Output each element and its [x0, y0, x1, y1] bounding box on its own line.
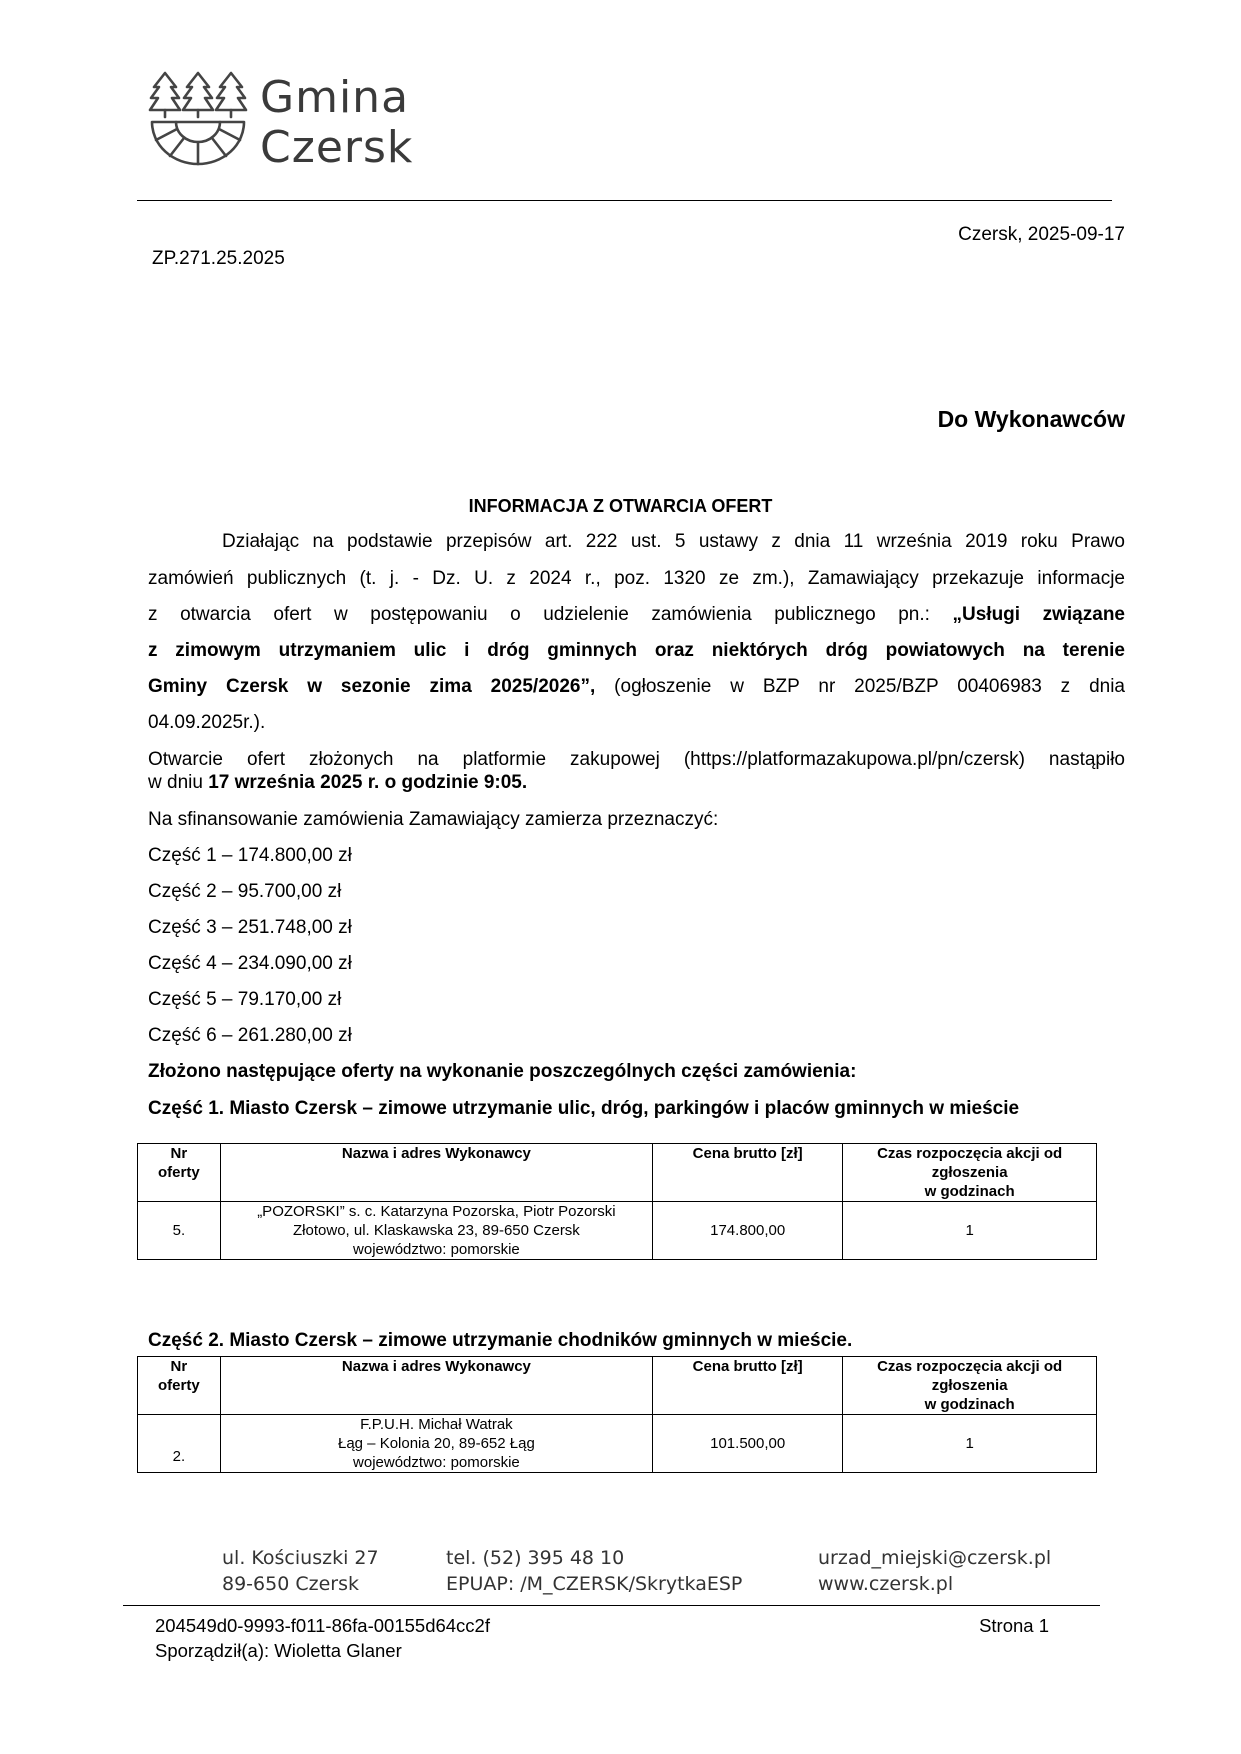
- budget-part-3: Część 3 – 251.748,00 zł: [148, 917, 352, 938]
- logo-line-czersk: Czersk: [260, 122, 414, 173]
- budget-part-5: Część 5 – 79.170,00 zł: [148, 989, 342, 1010]
- footer-email[interactable]: urzad_miejski@czersk.pl: [818, 1547, 1052, 1569]
- footer-contact: [818, 1545, 1051, 1597]
- col-name: Nazwa i adres Wykonawcy: [220, 1357, 652, 1415]
- footer-address-line-1: ul. Kościuszki 27: [222, 1547, 379, 1569]
- budget-part-2: Część 2 – 95.700,00 zł: [148, 881, 342, 902]
- part2-heading: Część 2. Miasto Czersk – zimowe utrzymanie chodników gminnych w mieście.: [148, 1330, 853, 1351]
- logo-line-gmina: Gmina: [260, 72, 410, 123]
- intro-line-3-plain: z otwarcia ofert w postępowaniu o udzielenie zamówienia publicznego pn.:: [148, 604, 930, 625]
- document-id: 204549d0-9993-f011-86fa-00155d64cc2f: [155, 1615, 490, 1636]
- offer-contractor: F.P.U.H. Michał Watrak Łąg – Kolonia 20, 89-652 Łąg województwo: pomorskie: [220, 1415, 652, 1473]
- intro-line-6: 04.09.2025r.).: [148, 712, 266, 733]
- col-name: Nazwa i adres Wykonawcy: [220, 1144, 652, 1202]
- part2-offers-table: [137, 1356, 1097, 1473]
- offer-price: 174.800,00: [653, 1202, 843, 1260]
- reference-number: ZP.271.25.2025: [152, 248, 285, 269]
- part1-heading: Część 1. Miasto Czersk – zimowe utrzymanie ulic, dróg, parkingów i placów gminnych w mieście: [148, 1098, 1020, 1119]
- intro-line-3: [148, 605, 1125, 624]
- footer-address-line-2: 89-650 Czersk: [222, 1573, 359, 1595]
- footer-website[interactable]: www.czersk.pl: [818, 1573, 954, 1595]
- intro-line-1: Działając na podstawie przepisów art. 222 ust. 5 ustawy z dnia 11 września 2019 roku Prawo: [222, 531, 1125, 552]
- offer-time: 1: [843, 1415, 1097, 1473]
- col-price: Cena brutto [zł]: [653, 1357, 843, 1415]
- intro-line-5-bold: Gminy Czersk w sezonie zima 2025/2026”,: [148, 676, 596, 697]
- col-time: Czas rozpoczęcia akcji od zgłoszenia w godzinach: [843, 1357, 1097, 1415]
- gmina-czersk-logo: [148, 70, 418, 173]
- place-and-date: Czersk, 2025-09-17: [958, 224, 1125, 245]
- table-header-row: [138, 1144, 1097, 1202]
- offer-nr: 2.: [138, 1415, 221, 1473]
- opening-line-1: Otwarcie ofert złożonych na platformie zakupowej (https://platformazakupowa.pl/pn/czersk) nastąpiło: [148, 749, 1125, 770]
- opening-line-2-bold: 17 września 2025 r. o godzinie 9:05.: [208, 772, 528, 793]
- table-header-row: [138, 1357, 1097, 1415]
- document-title: INFORMACJA Z OTWARCIA OFERT: [468, 496, 773, 516]
- opening-line-2: [148, 773, 527, 792]
- intro-line-3-bold: „Usługi związane: [952, 604, 1125, 625]
- page-number: Strona 1: [979, 1615, 1049, 1636]
- intro-line-4: z zimowym utrzymaniem ulic i dróg gminnych oraz niektórych dróg powiatowych na terenie: [148, 640, 1125, 661]
- footer-epuap: EPUAP: /M_CZERSK/SkrytkaESP: [446, 1573, 743, 1595]
- opening-line-2-plain: w dniu: [148, 772, 203, 793]
- tree-wheel-emblem-icon: [148, 70, 248, 170]
- footer-divider: [123, 1605, 1100, 1606]
- offer-time: 1: [843, 1202, 1097, 1260]
- offer-contractor: „POZORSKI” s. c. Katarzyna Pozorska, Piotr Pozorski Złotowo, ul. Klaskawska 23, 89-650 Czersk województwo: pomorskie: [220, 1202, 652, 1260]
- footer-phone-epuap: [446, 1545, 742, 1597]
- budget-part-4: Część 4 – 234.090,00 zł: [148, 953, 352, 974]
- col-time: Czas rozpoczęcia akcji od zgłoszenia w godzinach: [843, 1144, 1097, 1202]
- offers-heading: Złożono następujące oferty na wykonanie poszczególnych części zamówienia:: [148, 1061, 857, 1082]
- intro-line-5-plain: (ogłoszenie w BZP nr 2025/BZP 00406983 z dnia: [614, 676, 1125, 697]
- offer-nr: 5.: [138, 1202, 221, 1260]
- intro-line-5: [148, 677, 1125, 696]
- footer-address: [222, 1545, 379, 1597]
- table-row: [138, 1202, 1097, 1260]
- header-divider: [137, 200, 1112, 201]
- budget-intro: Na sfinansowanie zamówienia Zamawiający zamierza przeznaczyć:: [148, 809, 719, 830]
- budget-part-6: Część 6 – 261.280,00 zł: [148, 1025, 352, 1046]
- prepared-by: Sporządził(a): Wioletta Glaner: [155, 1640, 402, 1661]
- recipient: Do Wykonawców: [937, 406, 1125, 432]
- offer-price: 101.500,00: [653, 1415, 843, 1473]
- footer-phone: tel. (52) 395 48 10: [446, 1547, 625, 1569]
- intro-line-2: zamówień publicznych (t. j. - Dz. U. z 2024 r., poz. 1320 ze zm.), Zamawiający przekazuje informacje: [148, 568, 1125, 589]
- table-row: [138, 1415, 1097, 1473]
- col-nr: Nr oferty: [138, 1357, 221, 1415]
- part1-offers-table: [137, 1143, 1097, 1260]
- col-nr: Nr oferty: [138, 1144, 221, 1202]
- budget-part-1: Część 1 – 174.800,00 zł: [148, 845, 352, 866]
- col-price: Cena brutto [zł]: [653, 1144, 843, 1202]
